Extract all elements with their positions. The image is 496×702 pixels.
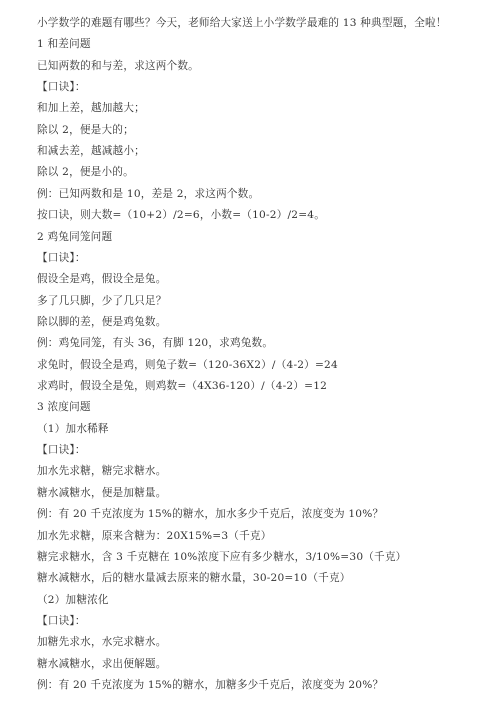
example: 例：有 20 千克浓度为 15%的糖水，加糖多少千克后，浓度变为 20%？	[37, 679, 384, 691]
section-heading-1: 1 和差问题	[37, 38, 91, 51]
intro-paragraph: 小学数学的难题有哪些？今天，老师给大家送上小学数学最难的 13 种典型题，全啦！	[37, 17, 447, 29]
paragraph: 多了几只脚，少了几只足？	[37, 294, 167, 307]
mnemonic-label: 【口诀】：	[37, 614, 86, 627]
paragraph: 和减去差，越减越小；	[37, 145, 145, 158]
paragraph: 按口诀，则大数=（10+2）/2=6，小数=（10-2）/2=4。	[37, 209, 326, 222]
paragraph: 糖水减糖水，便是加糖量。	[37, 486, 167, 499]
subsection-heading: （2）加糖浓化	[37, 593, 109, 606]
example: 例：鸡兔同笼，有头 36，有脚 120，求鸡兔数。	[37, 337, 274, 350]
paragraph: 除以 2，便是小的。	[37, 166, 134, 179]
paragraph: 除以 2，便是大的；	[37, 123, 134, 136]
example: 例：已知两数和是 10，差是 2，求这两个数。	[37, 187, 260, 200]
example: 例：有 20 千克浓度为 15%的糖水，加水多少千克后，浓度变为 10%？	[37, 508, 384, 521]
paragraph: 加水先求糖，糖完求糖水。	[37, 465, 167, 478]
paragraph: 求兔时，假设全是鸡，则兔子数=（120-36X2）/（4-2）=24	[37, 358, 338, 371]
mnemonic-label: 【口诀】：	[37, 81, 86, 94]
mnemonic-label: 【口诀】：	[37, 444, 86, 457]
paragraph: 糖完求糖水，含 3 千克糖在 10%浓度下应有多少糖水，3/10%=30（千克）	[37, 550, 407, 563]
paragraph: 和加上差，越加越大；	[37, 102, 145, 115]
paragraph: 糖水减糖水，求出便解题。	[37, 657, 167, 670]
subsection-heading: （1）加水稀释	[37, 422, 109, 435]
paragraph: 加水先求糖，原来含糖为：20X15%=3（千克）	[37, 529, 272, 542]
section-heading-2: 2 鸡兔同笼问题	[37, 230, 113, 243]
paragraph: 加糖先求水，水完求糖水。	[37, 636, 167, 649]
section-heading-3: 3 浓度问题	[37, 401, 91, 414]
mnemonic-label: 【口诀】：	[37, 251, 86, 264]
paragraph: 已知两数的和与差，求这两个数。	[37, 59, 199, 72]
paragraph: 除以脚的差，便是鸡兔数。	[37, 315, 167, 328]
paragraph: 求鸡时，假设全是兔，则鸡数=（4X36-120）/（4-2）=12	[37, 380, 328, 393]
paragraph: 假设全是鸡，假设全是兔。	[37, 273, 167, 286]
paragraph: 糖水减糖水，后的糖水量减去原来的糖水量，30-20=10（千克）	[37, 572, 351, 585]
